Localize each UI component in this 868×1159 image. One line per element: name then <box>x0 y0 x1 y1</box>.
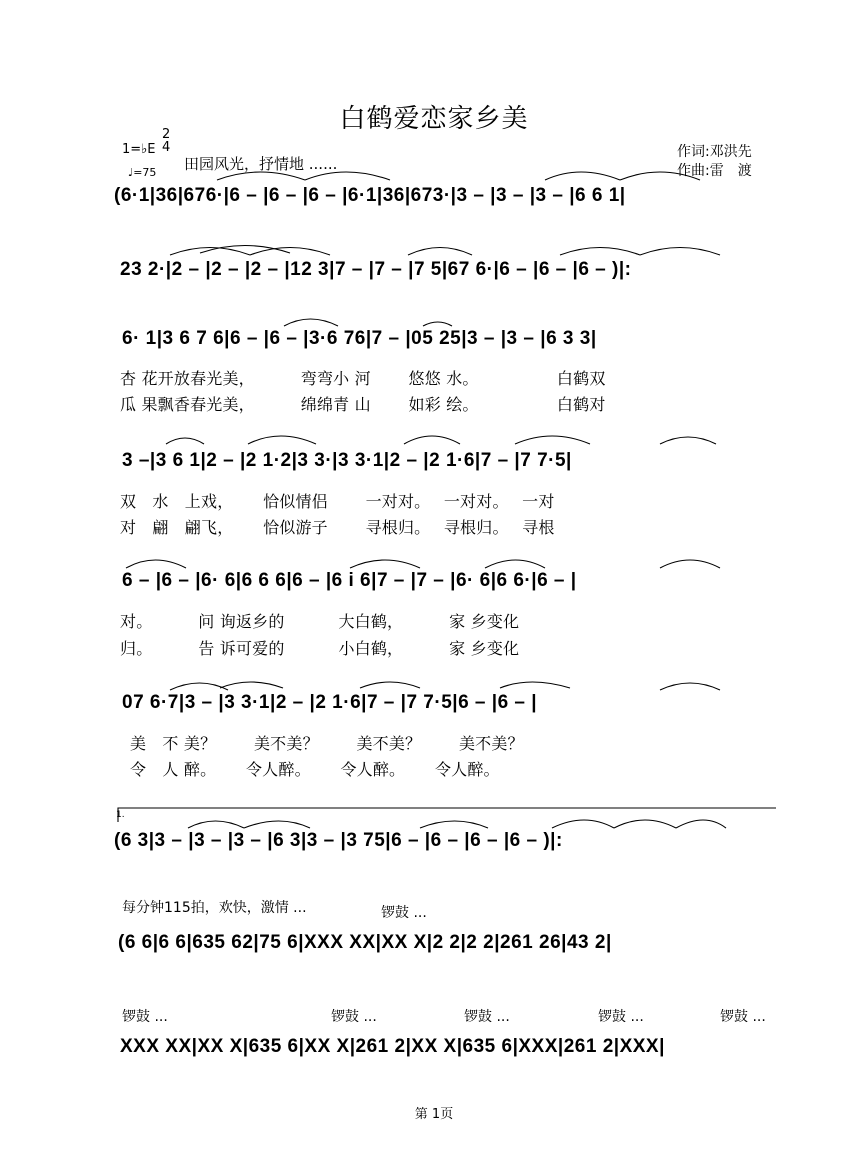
percussion-label-1: 锣鼓 ... <box>122 1009 168 1025</box>
volta-number: 1. <box>116 810 125 820</box>
notation-row-5: 6 – |6 – |6· 6|6 6 6|6 – |6 i 6|7 – |7 – |6· 6|6 6·|6 – | <box>122 570 577 591</box>
notation-row-1: (6·1|36|676·|6 – |6 – |6 – |6·1|36|673·|3 – |3 – |3 – |6 6 1| <box>114 185 626 206</box>
lyrics-row-5-verse-2: 归。 告 诉可爱的 小白鹤， 家 乡变化 <box>120 639 520 658</box>
song-title: 白鹤爱恋家乡美 <box>339 104 529 134</box>
lyrics-row-4-verse-1: 双 水 上戏， 恰似情侣 一对对。 一对对。 一对 <box>120 492 555 511</box>
key-signature: 1=♭E <box>122 142 156 157</box>
lyricist: 作词:邓洪先 <box>677 144 752 160</box>
time-sig-bottom: 4 <box>162 140 171 155</box>
lyrics-row-3-verse-2: 瓜 果飘香春光美， 绵绵青 山 如彩 绘。 白鹤对 <box>120 395 606 414</box>
notation-row-4: 3 –|3 6 1|2 – |2 1·2|3 3·|3 3·1|2 – |2 1·6|7 – |7 7·5| <box>122 450 572 471</box>
lyrics-row-4-verse-2: 对 翩 翩飞， 恰似游子 寻根归。 寻根归。 寻根 <box>120 518 555 537</box>
composer: 作曲:雷 渡 <box>677 163 752 179</box>
percussion-label-4: 锣鼓 ... <box>598 1009 644 1025</box>
page-number: 第 1页 <box>414 1107 454 1122</box>
notation-row-6: 07 6·7|3 – |3 3·1|2 – |2 1·6|7 – |7 7·5|6 – |6 – | <box>122 692 538 713</box>
notation-row-3: 6· 1|3 6 7 6|6 – |6 – |3·6 76|7 – |05 25|3 – |3 – |6 3 3| <box>122 328 597 349</box>
lyrics-row-6-verse-1: 美 不 美？ 美不美？ 美不美？ 美不美？ <box>130 734 524 753</box>
time-sig-top: 2 <box>162 127 171 142</box>
notation-row-2: 23 2·|2 – |2 – |2 – |12 3|7 – |7 – |7 5|67 6·|6 – |6 – |6 – )|: <box>120 259 632 280</box>
intro-mood: 田园风光，抒情地 ...... <box>184 155 338 173</box>
percussion-label-3: 锣鼓 ... <box>464 1009 510 1025</box>
tempo-mark: ♩=75 <box>128 166 157 179</box>
notation-row-9: XXX XX|XX X|635 6|XX X|261 2|XX X|635 6|XXX|261 2|XXX| <box>120 1036 665 1057</box>
tempo-instruction: 每分钟115拍，欢快，激情 ... <box>122 900 307 916</box>
percussion-label: 锣鼓 ... <box>381 905 427 921</box>
quarter-note-icon: ♩ <box>128 166 134 179</box>
notation-row-8: (6 6|6 6|635 62|75 6|XXX XX|XX X|2 2|2 2|261 26|43 2| <box>118 932 612 953</box>
percussion-label-2: 锣鼓 ... <box>331 1009 377 1025</box>
percussion-label-5: 锣鼓 ... <box>720 1009 766 1025</box>
notation-row-7: (6 3|3 – |3 – |3 – |6 3|3 – |3 75|6 – |6 – |6 – |6 – )|: <box>114 830 563 851</box>
lyrics-row-3-verse-1: 杏 花开放春光美， 弯弯小 河 悠悠 水。 白鹤双 <box>120 369 606 388</box>
lyrics-row-5-verse-1: 对。 问 询返乡的 大白鹤， 家 乡变化 <box>120 612 520 631</box>
lyrics-row-6-verse-2: 令 人 醉。 令人醉。 令人醉。 令人醉。 <box>130 760 500 779</box>
